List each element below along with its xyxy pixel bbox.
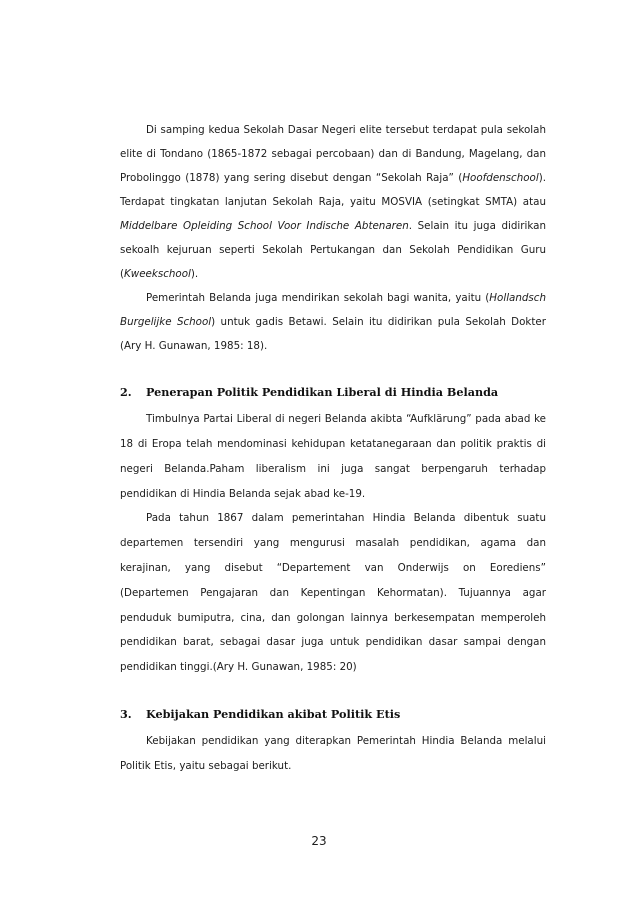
paragraph-1-line-2: elite di Tondano (1865-1872 sebagai percobaan) dan di Bandung, Magelang, dan xyxy=(120,148,546,160)
paragraph-1-line-5: Middelbare Opleiding School Voor Indische Abtenaren. Selain itu juga didirikan xyxy=(120,220,546,232)
section-3-number: 3. xyxy=(120,707,132,721)
paragraph-1-line-4: Terdapat tingkatan lanjutan Sekolah Raja, yaitu MOSVIA (setingkat SMTA) atau xyxy=(120,196,546,208)
paragraph-2-line-2: Burgelijke School) untuk gadis Betawi. Selain itu didirikan pula Sekolah Dokter xyxy=(120,316,546,328)
section-3-p1-line-1: Kebijakan pendidikan yang diterapkan Pemerintah Hindia Belanda melalui xyxy=(146,735,546,747)
section-2-heading xyxy=(120,385,498,399)
section-2-p1-line-2: 18 di Eropa telah mendominasi kehidupan ketatanegaraan dan politik praktis di xyxy=(120,438,546,450)
section-2-title: Penerapan Politik Pendidikan Liberal di Hindia Belanda xyxy=(146,385,499,399)
section-2-p1-line-4: pendidikan di Hindia Belanda sejak abad ke-19. xyxy=(120,488,366,500)
paragraph-1-line-3: Probolinggo (1878) yang sering disebut dengan “Sekolah Raja” (Hoofdenschool). xyxy=(120,172,546,184)
section-2-p2-line-3: kerajinan, yang disebut “Departement van Onderwijs on Eorediens” xyxy=(120,562,546,574)
section-2-number: 2. xyxy=(120,385,132,399)
section-2-p2-line-4: (Departemen Pengajaran dan Kepentingan Kehormatan). Tujuannya agar xyxy=(120,587,546,599)
section-2-p2-line-6: pendidikan barat, sebagai dasar juga untuk pendidikan dasar sampai dengan xyxy=(120,636,546,648)
section-2-p1-line-1: Timbulnya Partai Liberal di negeri Belanda akibta “Aufklärung” pada abad ke xyxy=(146,413,546,425)
paragraph-1-line-7: (Kweekschool). xyxy=(120,268,199,280)
page-number: 23 xyxy=(311,834,327,848)
paragraph-2-line-3: (Ary H. Gunawan, 1985: 18). xyxy=(120,340,268,352)
section-2-p2-line-2: departemen tersendiri yang mengurusi masalah pendidikan, agama dan xyxy=(120,537,546,549)
section-2-p2-line-7: pendidikan tinggi.(Ary H. Gunawan, 1985: 20) xyxy=(120,661,357,673)
paragraph-2-line-1: Pemerintah Belanda juga mendirikan sekolah bagi wanita, yaitu (Hollandsch xyxy=(146,292,546,304)
paragraph-1-line-6: sekoalh kejuruan seperti Sekolah Pertukangan dan Sekolah Pendidikan Guru xyxy=(120,244,546,256)
section-2-p1-line-3: negeri Belanda.Paham liberalism ini juga sangat berpengaruh terhadap xyxy=(120,463,546,475)
section-3-p1-line-2: Politik Etis, yaitu sebagai berikut. xyxy=(120,760,292,772)
paragraph-1-line-1: Di samping kedua Sekolah Dasar Negeri elite tersebut terdapat pula sekolah xyxy=(146,124,546,136)
section-3-title: Kebijakan Pendidikan akibat Politik Etis xyxy=(146,707,401,721)
section-2-p2-line-1: Pada tahun 1867 dalam pemerintahan Hindia Belanda dibentuk suatu xyxy=(146,512,546,524)
section-2-p2-line-5: penduduk bumiputra, cina, dan golongan lainnya berkesempatan memperoleh xyxy=(120,612,546,624)
section-3-heading xyxy=(120,707,400,721)
